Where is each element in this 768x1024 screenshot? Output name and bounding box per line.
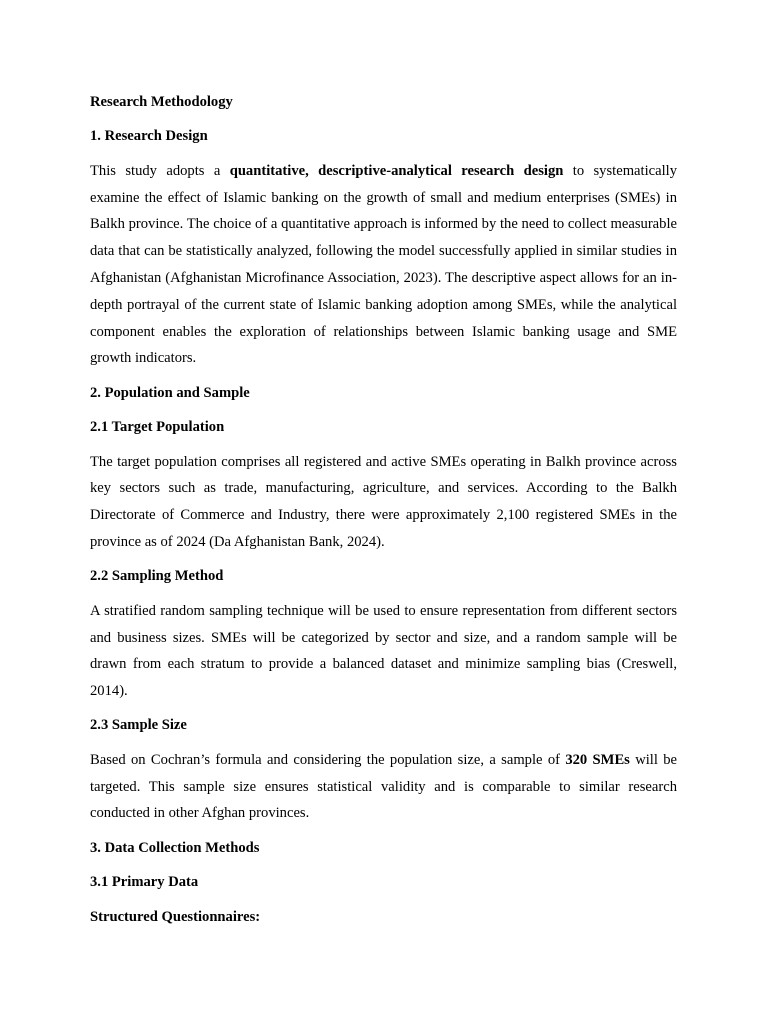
paragraph-text: to systematically examine the effect of Islamic banking on the growth of small and medium enterprises (SMEs) in Balkh province. The choice of a quantitative approach is informed by the need to collect measurable data that can be statistically analyzed, following the model successfully applied in similar studies in Afghanistan (Afghanistan Microfinance Association, 2023). The descriptive aspect allows for an in-depth portrayal of the current state of Islamic banking adoption among SMEs, while the analytical component enables the exploration of relationships between Islamic banking usage and SME growth indicators. (90, 162, 677, 367)
paragraph-target-population: The target population comprises all registered and active SMEs operating in Balkh province across key sectors such as trade, manufacturing, agriculture, and services. According to the Balkh Directorate of Commerce and Industry, there were approximately 2,100 registered SMEs in the province as of 2024 (Da Afghanistan Bank, 2024). (90, 453, 677, 550)
subsection-heading-primary-data: 3.1 Primary Data (90, 874, 199, 891)
paragraph-sampling-method: A stratified random sampling technique will be used to ensure representation from different sectors and business sizes. SMEs will be categorized by sector and size, and a random sample will be drawn from each stratum to provide a balanced dataset and minimize sampling bias (Creswell, 2014). (90, 602, 677, 700)
section-heading-population-sample: 2. Population and Sample (90, 384, 250, 401)
paragraph-sample-size (90, 747, 677, 827)
section-heading-data-collection: 3. Data Collection Methods (90, 839, 260, 856)
section-heading-research-design: 1. Research Design (90, 128, 208, 145)
paragraph-text: This study adopts a (90, 162, 230, 179)
bold-phrase-sample-size: 320 SMEs (565, 751, 630, 768)
bold-phrase-research-design: quantitative, descriptive-analytical research design (229, 162, 564, 179)
document-title: Research Methodology (90, 94, 233, 110)
subheading-structured-questionnaires: Structured Questionnaires: (90, 908, 261, 925)
subsection-heading-sample-size: 2.3 Sample Size (90, 717, 187, 734)
paragraph-text: will be targeted. This sample size ensures statistical validity and is comparable to similar research conducted in other Afghan provinces. (90, 751, 677, 822)
paragraph-text: Based on Cochran’s formula and considering the population size, a sample of (90, 751, 566, 768)
subsection-heading-target-population: 2.1 Target Population (90, 419, 225, 436)
paragraph-research-design (90, 158, 677, 372)
document-page (90, 89, 677, 938)
subsection-heading-sampling-method: 2.2 Sampling Method (90, 568, 224, 585)
